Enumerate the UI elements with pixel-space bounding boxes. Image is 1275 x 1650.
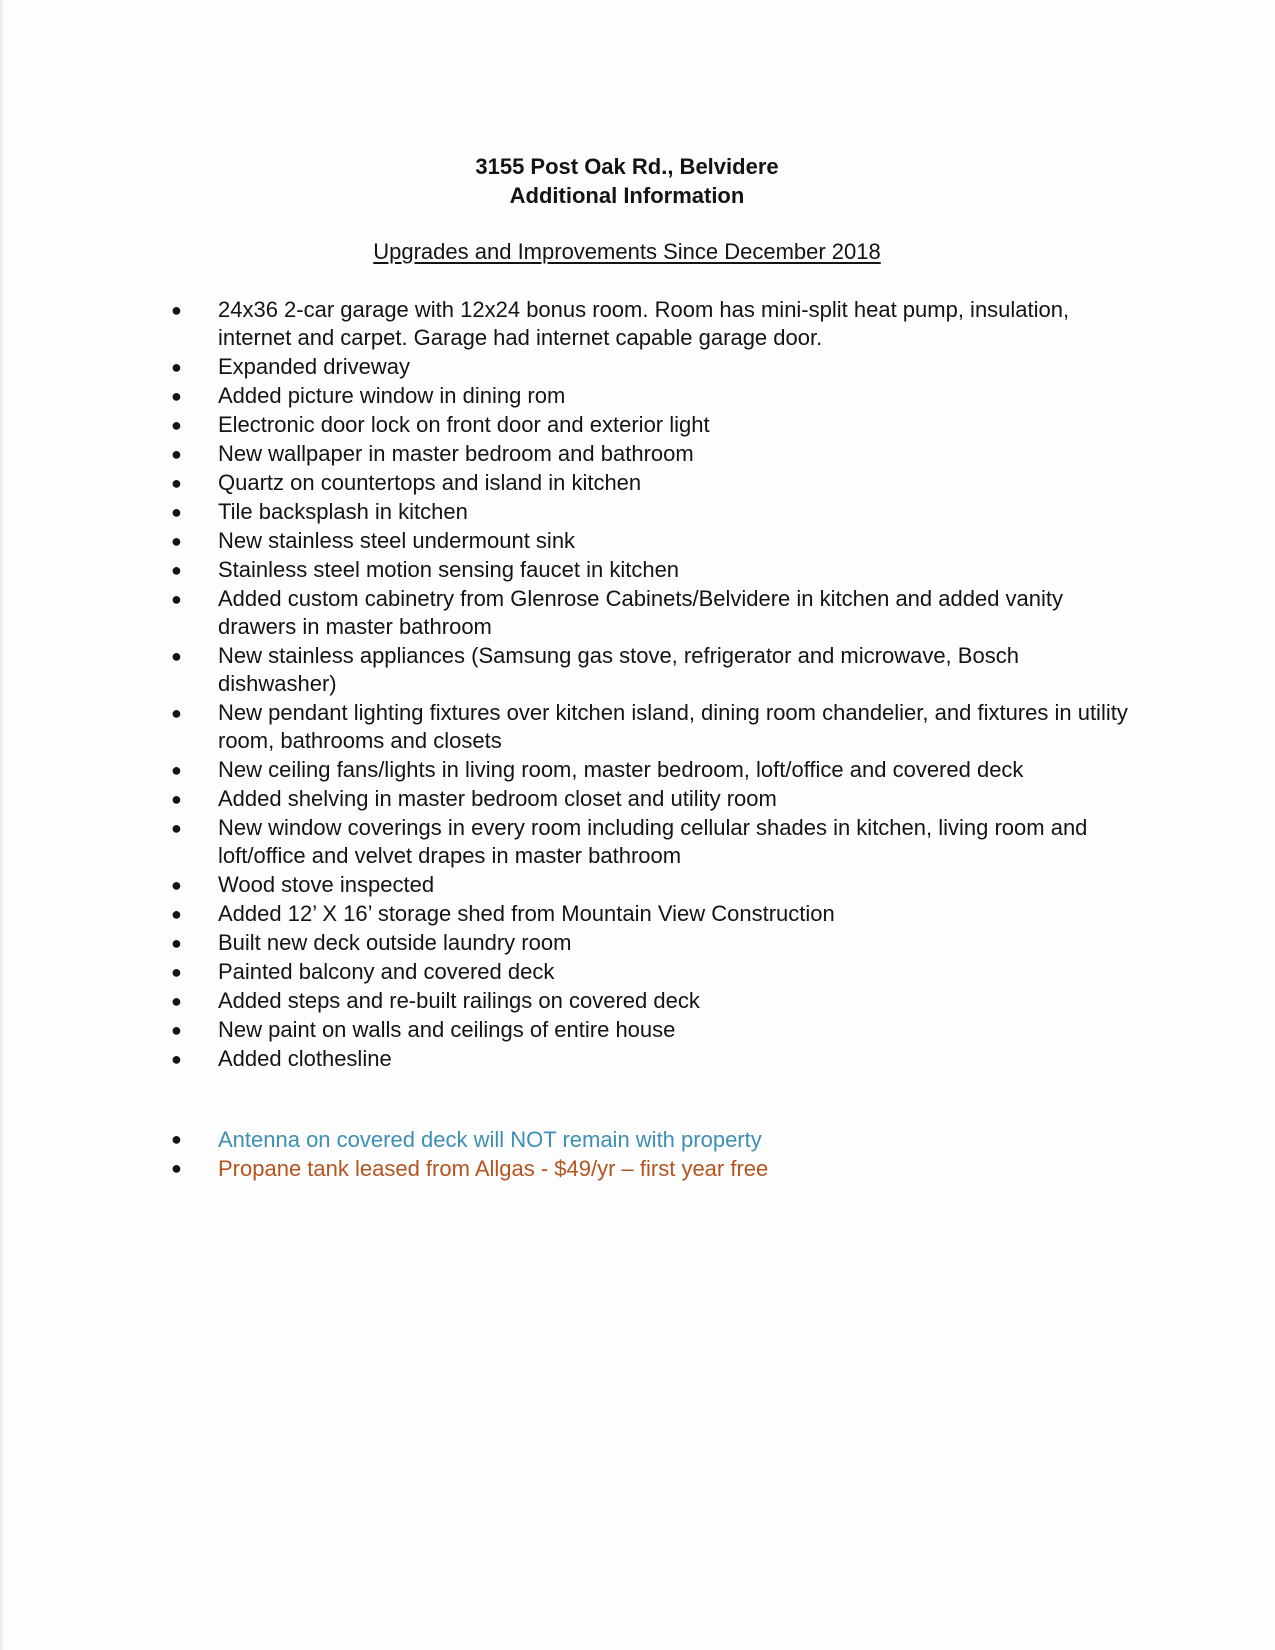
list-item: [171, 1045, 1135, 1073]
list-item: [171, 642, 1135, 698]
list-item: [171, 296, 1135, 352]
list-item-text: Added shelving in master bedroom closet and utility room: [218, 786, 777, 811]
list-item: [171, 871, 1135, 899]
list-item-text: New stainless steel undermount sink: [218, 528, 576, 553]
bullet-icon: ●: [171, 760, 182, 780]
list-item-text: Stainless steel motion sensing faucet in kitchen: [218, 557, 680, 582]
list-item-text: New stainless appliances (Samsung gas stove, refrigerator and microwave, Bosch dishwasher): [218, 643, 1019, 696]
list-item-text: Tile backsplash in kitchen: [218, 499, 468, 524]
list-item: [171, 987, 1135, 1015]
list-item-text: 24x36 2-car garage with 12x24 bonus room. Room has mini-split heat pump, insulation, internet and carpet. Garage had internet capable garage door.: [218, 297, 1070, 350]
propane-note-text: Propane tank leased from Allgas - $49/yr – first year free: [218, 1156, 769, 1181]
document-header: [0, 152, 1254, 210]
list-item-text: Painted balcony and covered deck: [218, 959, 555, 984]
bullet-icon: ●: [171, 875, 182, 895]
bullet-icon: ●: [171, 1129, 182, 1149]
bullet-icon: ●: [171, 415, 182, 435]
list-item: [171, 585, 1135, 641]
list-item: [171, 1016, 1135, 1044]
section-heading: [0, 238, 1254, 266]
antenna-note: [171, 1125, 1135, 1154]
list-item-text: Added 12’ X 16’ storage shed from Mountain View Construction: [218, 901, 835, 926]
notes-list: [171, 1125, 1135, 1183]
bullet-icon: ●: [171, 531, 182, 551]
list-item: [171, 814, 1135, 870]
bullet-icon: ●: [171, 357, 182, 377]
list-item: [171, 411, 1135, 439]
list-item-text: Added custom cabinetry from Glenrose Cabinets/Belvidere in kitchen and added vanity drawers in master bathroom: [218, 586, 1064, 639]
bullet-icon: ●: [171, 589, 182, 609]
list-item-text: Electronic door lock on front door and exterior light: [218, 412, 710, 437]
list-item-text: Added steps and re-built railings on covered deck: [218, 988, 700, 1013]
list-item: [171, 556, 1135, 584]
list-item-text: Wood stove inspected: [218, 872, 435, 897]
list-item: [171, 382, 1135, 410]
list-item-text: New paint on walls and ceilings of entire house: [218, 1017, 676, 1042]
bullet-icon: ●: [171, 300, 182, 320]
propane-note: [171, 1154, 1135, 1183]
list-item-text: Added clothesline: [218, 1046, 392, 1071]
list-item-text: Expanded driveway: [218, 354, 411, 379]
bullet-icon: ●: [171, 904, 182, 924]
list-item-text: New ceiling fans/lights in living room, master bedroom, loft/office and covered deck: [218, 757, 1024, 782]
address-title: 3155 Post Oak Rd., Belvidere: [475, 154, 779, 179]
bullet-icon: ●: [171, 560, 182, 580]
subtitle: Additional Information: [509, 183, 745, 208]
bullet-icon: ●: [171, 1020, 182, 1040]
bullet-icon: ●: [171, 502, 182, 522]
bullet-icon: ●: [171, 933, 182, 953]
bullet-icon: ●: [171, 386, 182, 406]
list-item: [171, 756, 1135, 784]
list-item-text: Built new deck outside laundry room: [218, 930, 572, 955]
list-item: [171, 527, 1135, 555]
bullet-icon: ●: [171, 962, 182, 982]
list-item: [171, 785, 1135, 813]
list-item-text: New wallpaper in master bedroom and bathroom: [218, 441, 694, 466]
antenna-note-text: Antenna on covered deck will NOT remain with property: [218, 1127, 762, 1152]
bullet-icon: ●: [171, 818, 182, 838]
section-heading-text: Upgrades and Improvements Since December 2018: [373, 239, 881, 264]
list-item: [171, 440, 1135, 468]
bullet-icon: ●: [171, 444, 182, 464]
list-item: [171, 353, 1135, 381]
bullet-icon: ●: [171, 1158, 182, 1178]
bullet-icon: ●: [171, 1049, 182, 1069]
bullet-icon: ●: [171, 991, 182, 1011]
list-item: [171, 900, 1135, 928]
bullet-icon: ●: [171, 473, 182, 493]
list-item: [171, 469, 1135, 497]
upgrades-list: [171, 296, 1135, 1074]
bullet-icon: ●: [171, 703, 182, 723]
list-item-text: New pendant lighting fixtures over kitchen island, dining room chandelier, and fixtures in utility room, bathrooms and closets: [218, 700, 1128, 753]
bullet-icon: ●: [171, 789, 182, 809]
bullet-icon: ●: [171, 646, 182, 666]
list-item: [171, 929, 1135, 957]
list-item: [171, 699, 1135, 755]
list-item-text: Added picture window in dining rom: [218, 383, 566, 408]
list-item: [171, 958, 1135, 986]
list-item-text: Quartz on countertops and island in kitchen: [218, 470, 642, 495]
list-item-text: New window coverings in every room including cellular shades in kitchen, living room and loft/office and velvet drapes in master bathroom: [218, 815, 1088, 868]
list-item: [171, 498, 1135, 526]
